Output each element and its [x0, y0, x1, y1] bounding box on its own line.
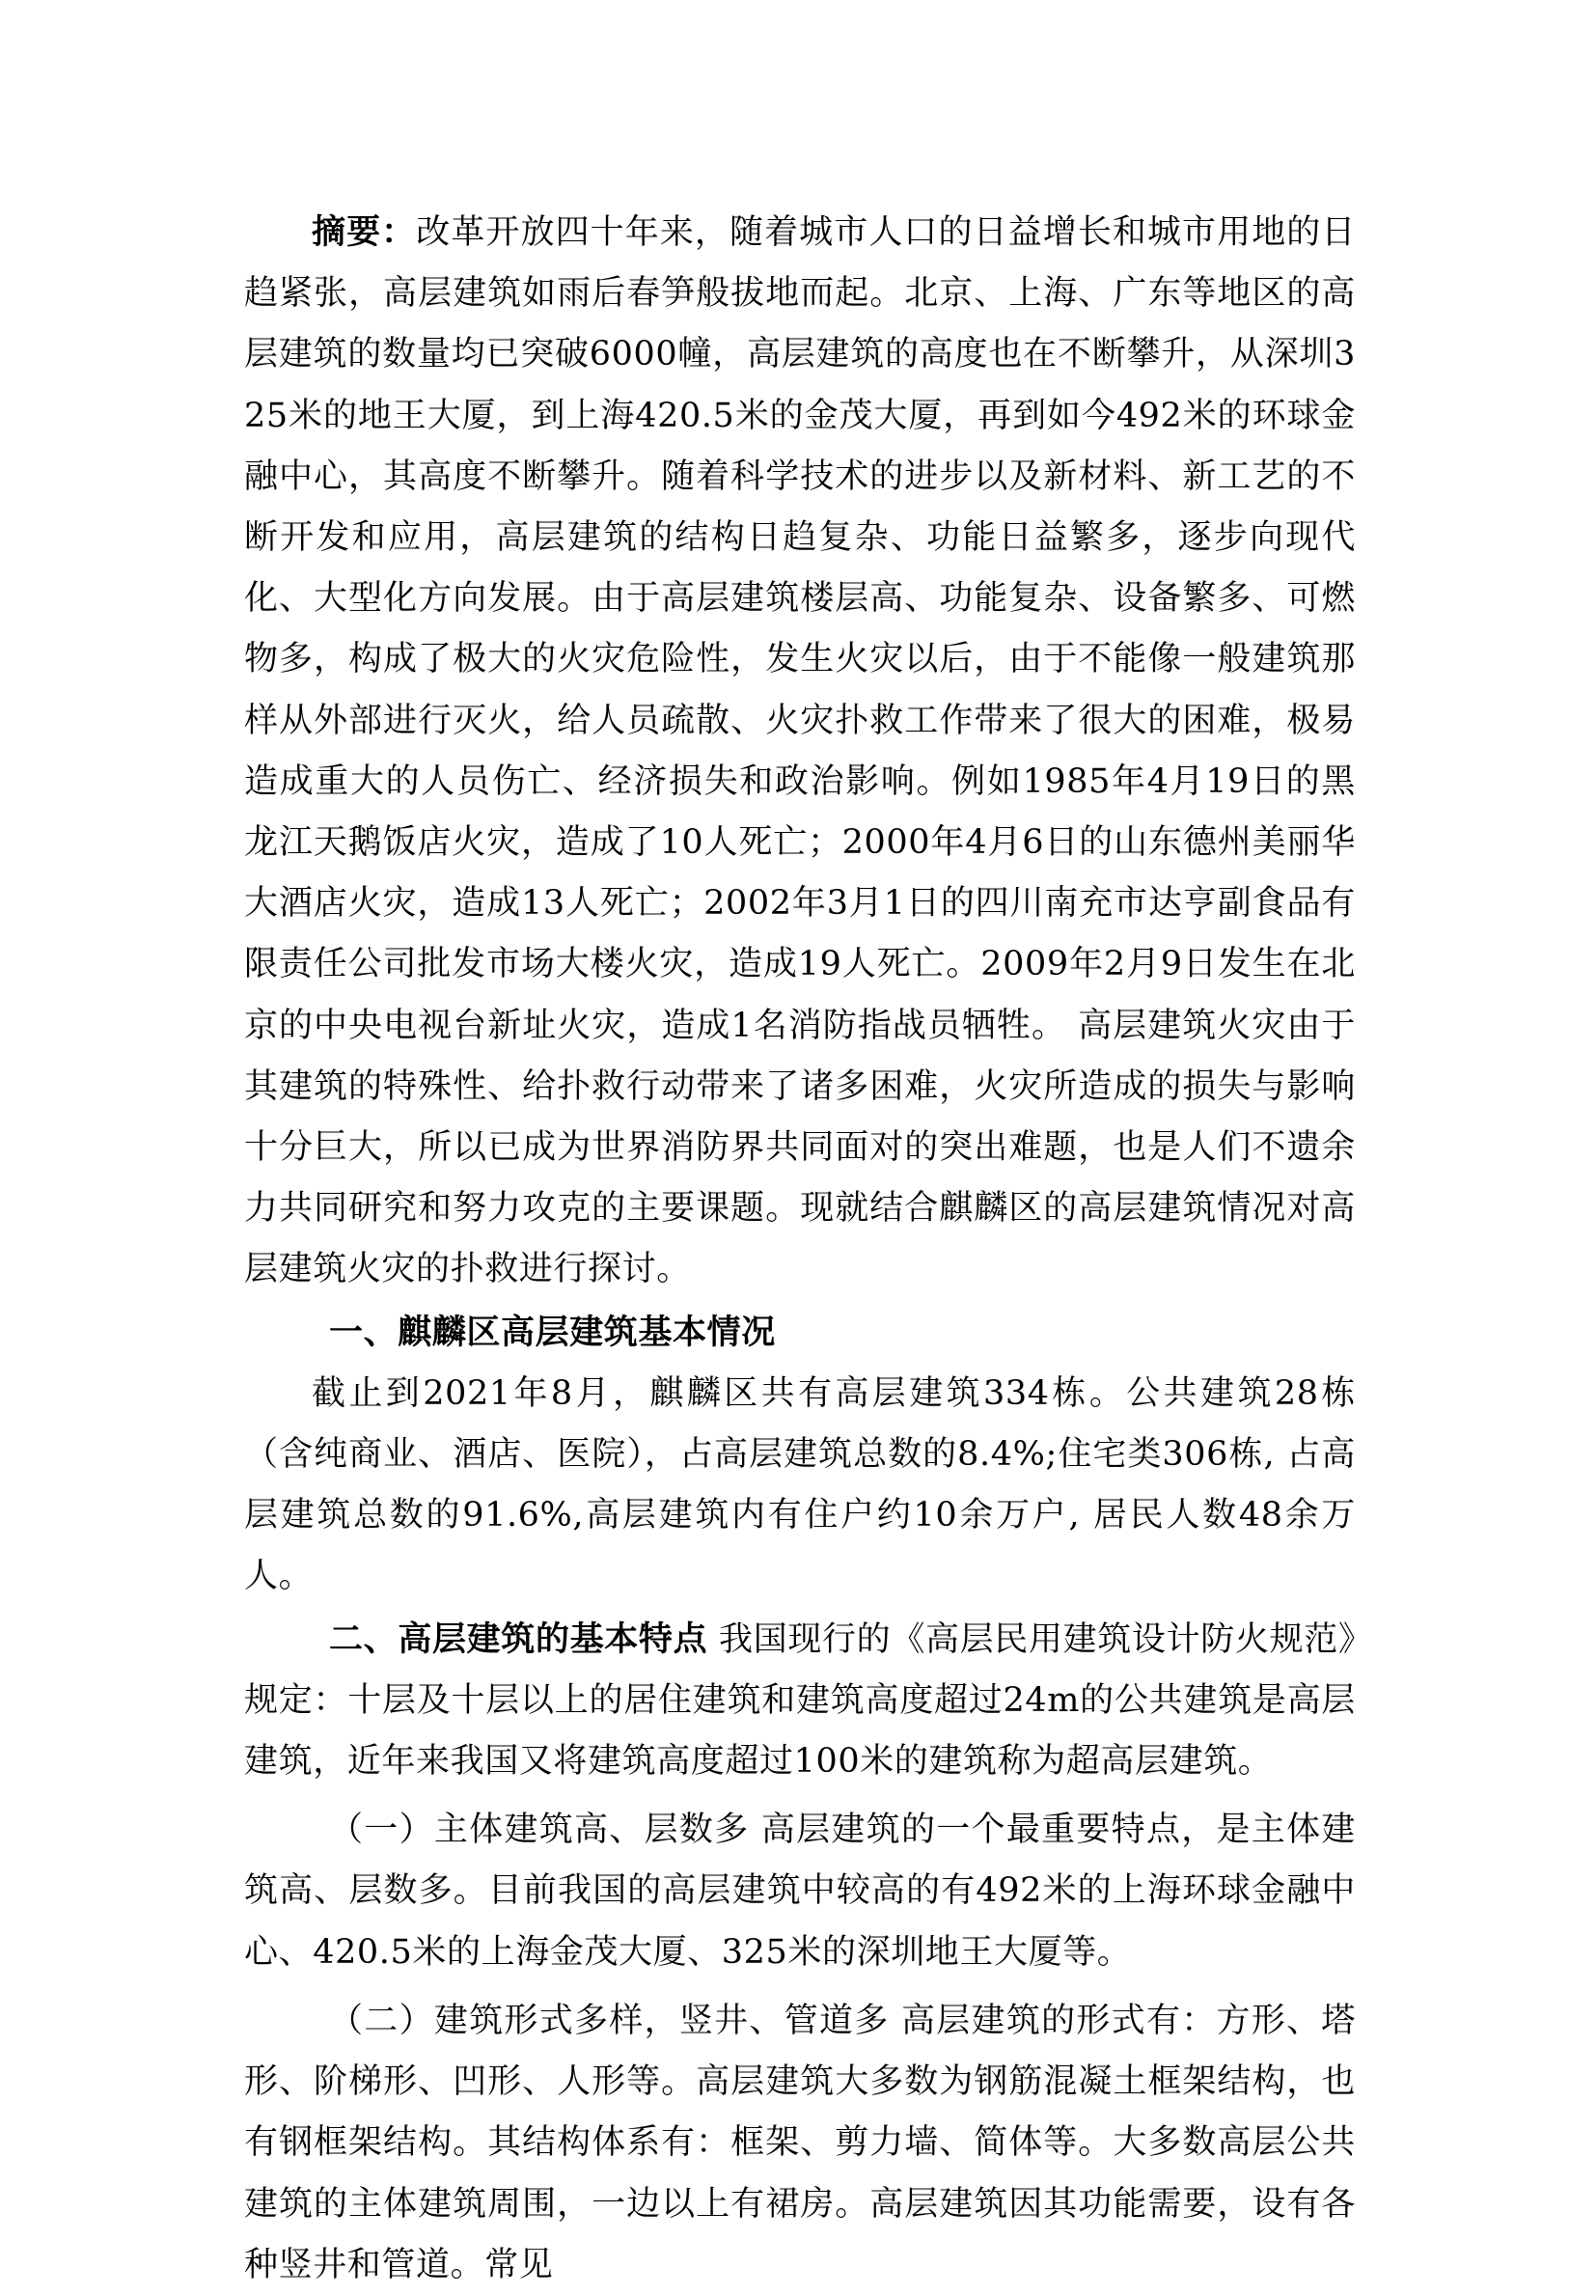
- section-1-heading-paragraph: [244, 1303, 1356, 1364]
- abstract-paragraph: [244, 203, 1356, 1301]
- item-2-paragraph: [244, 1991, 1356, 2296]
- section-1-heading: 一、麒麟区高层建筑基本情况: [329, 1313, 776, 1352]
- section-1-text: 截止到2021年8月，麒麟区共有高层建筑334栋。公共建筑28栋（含纯商业、酒店、医院），占高层建筑总数的8.4%;住宅类306栋, 占高层建筑总数的91.6%,高层建筑内有住户约10余万户, 居民人数48余万人。: [244, 1373, 1356, 1596]
- section-1-paragraph: [244, 1364, 1356, 1608]
- item-2-text: 高层建筑的形式有：方形、塔形、阶梯形、凹形、人形等。高层建筑大多数为钢筋混凝土框架结构，也有钢框架结构。其结构体系有：框架、剪力墙、简体等。大多数高层公共建筑的主体建筑周围，一边以上有裙房。高层建筑因其功能需要，设有各种竖井和管道。常见: [244, 2001, 1356, 2284]
- section-2-paragraph: [244, 1610, 1356, 1793]
- item-1-paragraph: [244, 1800, 1356, 1983]
- abstract-text: 改革开放四十年来，随着城市人口的日益增长和城市用地的日趋紧张，高层建筑如雨后春笋般拔地而起。北京、上海、广东等地区的高层建筑的数量均已突破6000幢，高层建筑的高度也在不断攀升，从深圳325米的地王大厦，到上海420.5米的金茂大厦，再到如今492米的环球金融中心，其高度不断攀升。随着科学技术的进步以及新材料、新工艺的不断开发和应用，高层建筑的结构日趋复杂、功能日益繁多，逐步向现代化、大型化方向发展。由于高层建筑楼层高、功能复杂、设备繁多、可燃物多，构成了极大的火灾危险性，发生火灾以后，由于不能像一般建筑那样从外部进行灭火，给人员疏散、火灾扑救工作带来了很大的困难，极易造成重大的人员伤亡、经济损失和政治影响。例如1985年4月19日的黑龙江天鹅饭店火灾，造成了10人死亡；2000年4月6日的山东德州美丽华大酒店火灾，造成13人死亡；2002年3月1日的四川南充市达亨副食品有限责任公司批发市场大楼火灾，造成19人死亡。2009年2月9日发生在北京的中央电视台新址火灾，造成1名消防指战员牺牲。 高层建筑火灾由于其建筑的特殊性、给扑救行动带来了诸多困难，火灾所造成的损失与影响十分巨大，所以已成为世界消防界共同面对的突出难题，也是人们不遗余力共同研究和努力攻克的主要课题。现就结合麒麟区的高层建筑情况对高层建筑火灾的扑救进行探讨。: [244, 213, 1356, 1289]
- item-1-text: 高层建筑的一个最重要特点，是主体建筑高、层数多。目前我国的高层建筑中较高的有492米的上海环球金融中心、420.5米的上海金茂大厦、325米的深圳地王大厦等。: [244, 1811, 1356, 1972]
- abstract-label: 摘要：: [312, 213, 417, 252]
- item-1-heading: （一）主体建筑高、层数多: [329, 1811, 750, 1850]
- section-2-text: 我国现行的《高层民用建筑设计防火规范》规定：十层及十层以上的居住建筑和建筑高度超过24m的公共建筑是高层建筑，近年来我国又将建筑高度超过100米的建筑称为超高层建筑。: [244, 1619, 1356, 1782]
- item-2-heading: （二）建筑形式多样，竖井、管道多: [329, 2001, 890, 2040]
- document-page: [244, 203, 1356, 2296]
- section-2-heading: 二、高层建筑的基本特点: [329, 1619, 708, 1659]
